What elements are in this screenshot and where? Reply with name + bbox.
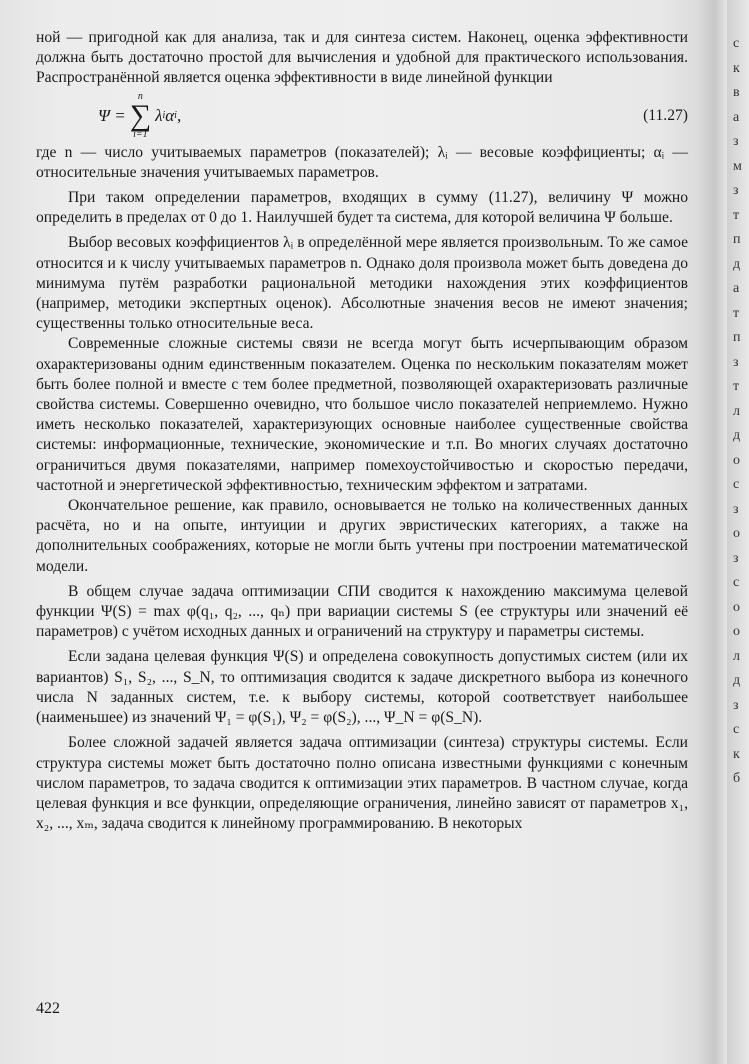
formula-lhs: Ψ = xyxy=(98,105,126,125)
facing-page-letter: а xyxy=(733,109,740,125)
facing-page-letter: д xyxy=(733,673,741,688)
facing-page-letter: с xyxy=(733,36,740,51)
formula-11-27 xyxy=(36,89,688,143)
formula-tail: , xyxy=(176,105,182,125)
facing-page-letter: о xyxy=(733,452,740,468)
facing-page-letter: д xyxy=(733,428,741,443)
facing-page-letter: м xyxy=(733,158,742,174)
facing-page-letter: о xyxy=(733,624,740,639)
facing-page-letter: т xyxy=(733,207,740,223)
facing-page-letter: в xyxy=(733,85,740,100)
facing-page-letter: з xyxy=(733,697,739,713)
formula-expression: Ψ = n ∑ i=1 λ i α i , xyxy=(98,90,182,140)
facing-page-letter: з xyxy=(733,183,739,198)
page-number: 422 xyxy=(36,1000,60,1017)
facing-page-letter: б xyxy=(733,771,741,786)
paragraph-1: ной — пригодной как для анализа, так и для синтеза систем. Наконец, оценка эффективности должна быть достаточно простой для вычисления и удобной для практического использования. Распространённой является оценка эффективности в виде линейной функции xyxy=(36,29,688,87)
facing-page-letter: с xyxy=(733,477,740,492)
paragraph-6: Окончательное решение, как правило, основывается не только на количественных данных расчёта, но и на опыте, интуиции и других эвристических категориях, а также на дополнительных соображениях, которые не могли быть учтены при построении математической модели. xyxy=(36,497,688,575)
paragraph-3: При таком определении параметров, входящих в сумму (11.27), величину Ψ можно определить в пределах от 0 до 1. Наилучшей будет та система, для которой величина Ψ больше. xyxy=(36,189,688,227)
facing-page-letter: т xyxy=(733,379,740,394)
facing-page-letter: з xyxy=(733,501,739,517)
facing-page-letter: д xyxy=(733,256,741,272)
text-column xyxy=(36,28,688,834)
paragraph-5: Современные сложные системы связи не всегда могут быть исчерпывающим образом охарактеризованы одним единственным показателем. Оценка по нескольким показателям может быть более полной и вместе с тем более предметной, позволяющей охарактеризовать различные свойства системы. Совершенно очевидно, что большое число показателей неприемлемо. Нужно иметь несколько показателей, характеризующих основные наиболее существенные свойства системы: информационные, технические, экономические и т.п. Во многих случаях достаточно ограничиться двумя показателями, например помехоустойчивостью и скоростью передачи, частотной и энергетической эффективностью, техническим эффектом и затратами. xyxy=(36,335,688,494)
paragraph-9: Более сложной задачей является задача оптимизации (синтеза) структуры системы. Если структура системы может быть достаточно полно описана известными функциями с конечным числом параметров, то задача сводится к оптимизации этих параметров. В частном случае, когда целевая функция и все функции, определяющие ограничения, линейно зависят от параметров x₁, x₂, ..., xₘ, задача сводится к линейному программированию. В некоторых xyxy=(36,734,688,833)
facing-page-letter: с xyxy=(733,722,740,737)
facing-page-letter: к xyxy=(733,746,740,762)
sum-lower-limit: i=1 xyxy=(133,128,148,140)
facing-page-letter: л xyxy=(733,403,740,419)
facing-page-letter: а xyxy=(733,281,740,296)
facing-page-letter: з xyxy=(733,354,739,370)
paragraph-8: Если задана целевая функция Ψ(S) и определена совокупность допустимых систем (или их вариантов) S₁, S₂, ..., S_N, то оптимизация сводится к задаче дискретного выбора из конечного числа N заданных систем, т.е. к выбору системы, которой соответствует наибольшее (наименьшее) из значений Ψ₁ = φ(S₁), Ψ₂ = φ(S₂), ..., Ψ_N = φ(S_N). xyxy=(36,648,688,727)
sigma-icon: ∑ xyxy=(129,98,152,132)
facing-page-letter: о xyxy=(733,526,740,541)
facing-page-letter: з xyxy=(733,134,739,149)
facing-page-letter: п xyxy=(733,232,741,247)
formula-term-alpha: α xyxy=(165,105,175,125)
facing-page-letter: к xyxy=(733,60,740,76)
facing-page-letter: о xyxy=(733,599,740,615)
facing-page-letter: т xyxy=(733,305,740,321)
facing-page-letter: л xyxy=(733,648,740,664)
paragraph-7: В общем случае задача оптимизации СПИ сводится к нахождению максимума целевой функции Ψ(S) = max φ(q₁, q₂, ..., qₙ) при вариации системы S (ее структуры или значений её параметров) с учётом исходных данных и ограничений на структуру и параметры системы. xyxy=(36,582,688,641)
paragraph-2: где n — число учитываемых параметров (показателей); λᵢ — весовые коэффициенты; αᵢ — относительные значения учитываемых параметров. xyxy=(36,143,688,181)
summation-sign xyxy=(130,92,151,140)
formula-term-lambda: λ xyxy=(155,105,163,125)
facing-page-letter: з xyxy=(733,550,739,566)
paragraph-4: Выбор весовых коэффициентов λᵢ в определённой мере является произвольным. То же самое относится и к числу учитываемых параметров n. Однако доля произвола может быть доведена до минимума путём разработки рациональной методики нахождения этих коэффициентов (например, методики экспертных оценок). Абсолютные значения весов не имеют значения; существенны только относительные веса. xyxy=(36,234,688,333)
facing-page-letter: с xyxy=(733,575,740,590)
sum-upper-limit: n xyxy=(137,90,143,102)
equation-number: (11.27) xyxy=(643,106,688,124)
facing-page-letter: п xyxy=(733,330,741,345)
